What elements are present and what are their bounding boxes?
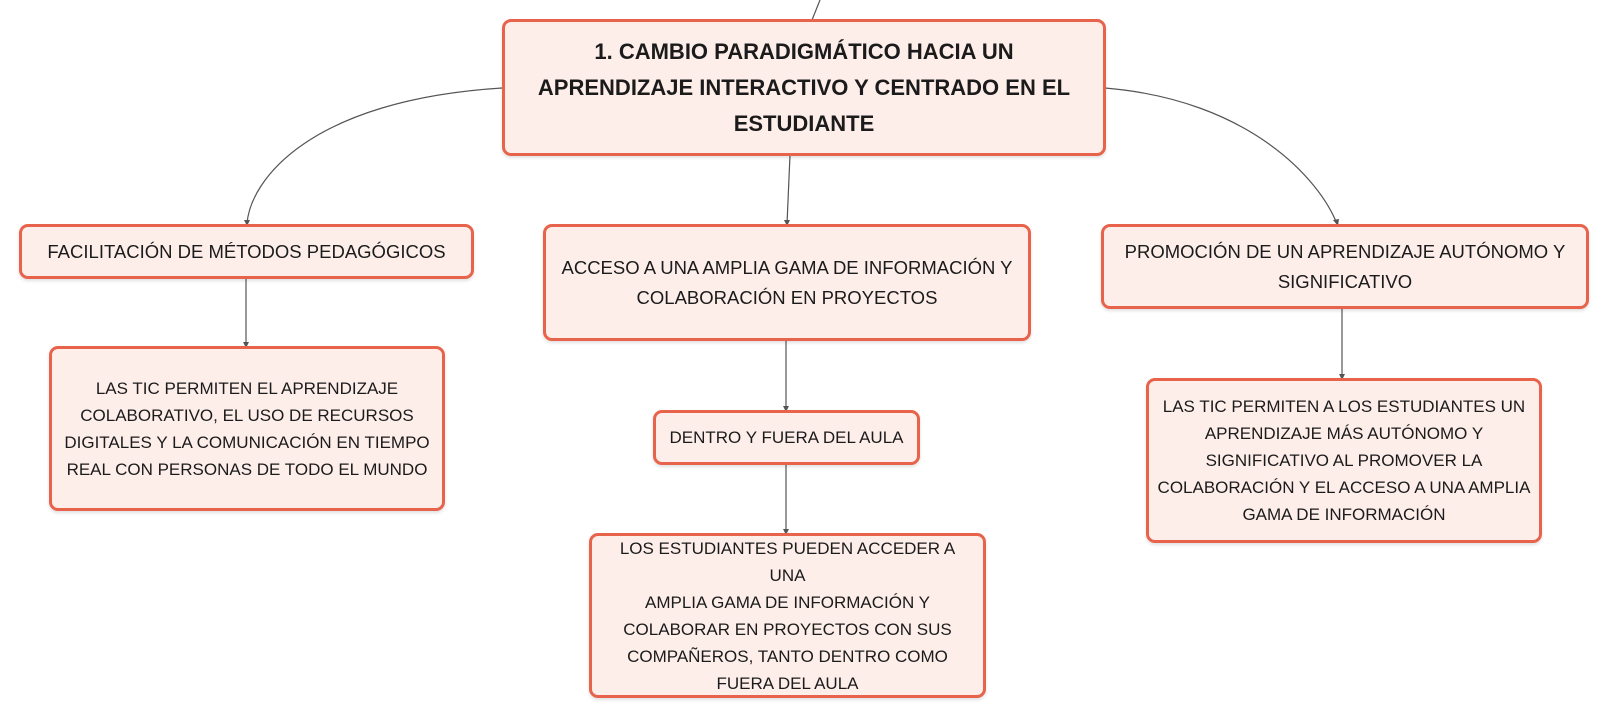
branch-2-child-node-2[interactable] bbox=[589, 533, 986, 698]
branch-3-child-text: LAS TIC PERMITEN A LOS ESTUDIANTES UN APRENDIZAJE MÁS AUTÓNOMO Y SIGNIFICATIVO AL PROMOVER LA COLABORACIÓN Y EL ACCESO A UNA AMPLIA GAMA DE INFORMACIÓN bbox=[1157, 397, 1531, 524]
connector-parent-to-main bbox=[812, 0, 820, 20]
branch-2-title: ACCESO A UNA AMPLIA GAMA DE INFORMACIÓN Y COLABORACIÓN EN PROYECTOS bbox=[561, 256, 1013, 308]
connector-main-to-branch-1 bbox=[247, 88, 502, 224]
branch-node-1[interactable] bbox=[19, 224, 474, 279]
connector-main-to-branch-2 bbox=[787, 155, 790, 224]
branch-2-child-1-text: DENTRO Y FUERA DEL AULA bbox=[669, 428, 904, 447]
main-topic-node[interactable] bbox=[502, 19, 1106, 156]
main-topic-text: 1. CAMBIO PARADIGMÁTICO HACIA UN APRENDIZAJE INTERACTIVO Y CENTRADO EN EL ESTUDIANTE bbox=[537, 38, 1071, 136]
connector-main-to-branch-3 bbox=[1105, 88, 1337, 224]
branch-2-child-2-text: LOS ESTUDIANTES PUEDEN ACCEDER A UNA AMPLIA GAMA DE INFORMACIÓN Y COLABORAR EN PROYECTOS CON SUS COMPAÑEROS, TANTO DENTRO COMO FUERA DEL AULA bbox=[619, 538, 956, 693]
branch-1-child-text: LAS TIC PERMITEN EL APRENDIZAJE COLABORATIVO, EL USO DE RECURSOS DIGITALES Y LA COMUNICACIÓN EN TIEMPO REAL CON PERSONAS DE TODO EL MUNDO bbox=[64, 378, 430, 479]
branch-3-title: PROMOCIÓN DE UN APRENDIZAJE AUTÓNOMO Y SIGNIFICATIVO bbox=[1124, 240, 1566, 292]
branch-1-child-node[interactable] bbox=[49, 346, 445, 511]
branch-3-child-node[interactable] bbox=[1146, 378, 1542, 543]
branch-1-title: FACILITACIÓN DE MÉTODOS PEDAGÓGICOS bbox=[47, 240, 446, 262]
branch-node-2[interactable] bbox=[543, 224, 1031, 341]
branch-2-child-node-1[interactable] bbox=[653, 410, 920, 465]
branch-node-3[interactable] bbox=[1101, 224, 1589, 309]
